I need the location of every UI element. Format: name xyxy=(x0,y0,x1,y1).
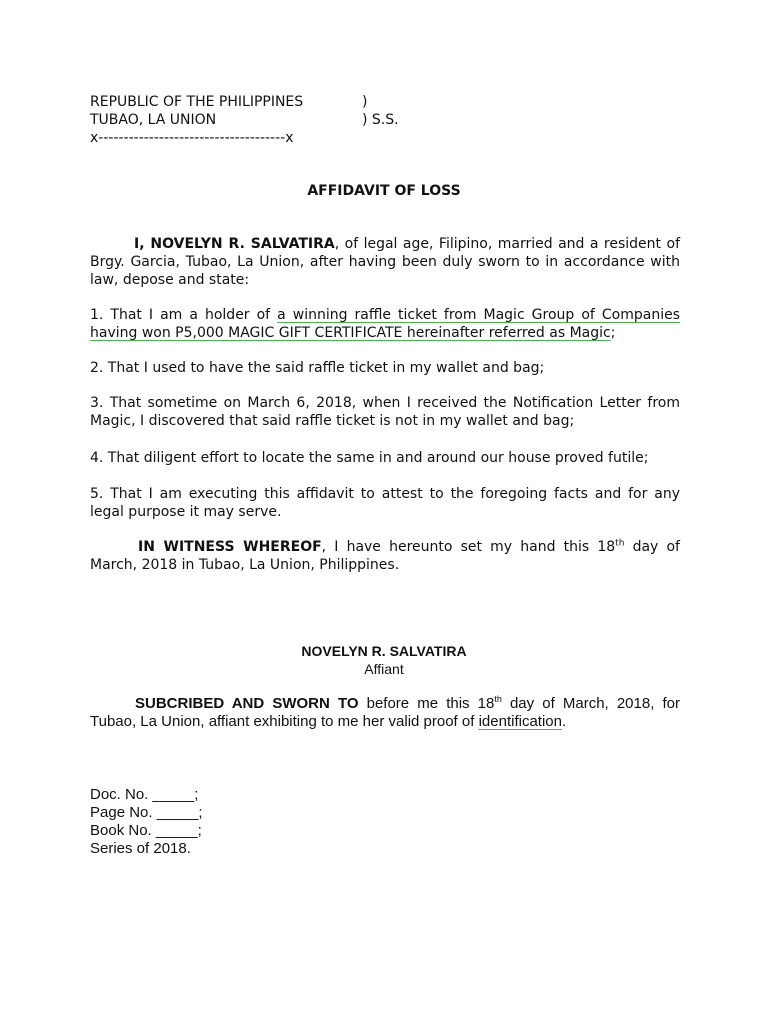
affiant-signature-name: NOVELYN R. SALVATIRA xyxy=(301,643,467,659)
item-2: 2. That I used to have the said raffle ticket in my wallet and bag; xyxy=(90,360,545,376)
jurat-sup: th xyxy=(494,694,502,704)
jurat-bold: SUBCRIBED AND SWORN TO xyxy=(135,695,359,712)
witness-sup: th xyxy=(615,538,625,549)
affiant-name-intro: I, NOVELYN R. SALVATIRA xyxy=(134,236,335,252)
item-1-suffix: ; xyxy=(610,325,616,341)
item-5: 5. That I am executing this affidavit to attest to the foregoing facts and for any legal purpose it may serve. xyxy=(90,486,680,520)
jurat-text-1: before me this 18 xyxy=(358,695,495,712)
jurat-underlined-identification: identification xyxy=(478,713,562,730)
witness-text-1: , I have hereunto set my hand this 18 xyxy=(321,539,616,555)
doc-no: Doc. No. _____; xyxy=(90,786,199,803)
intro-paragraph xyxy=(90,235,680,289)
item-1-prefix: 1. That I am a holder of xyxy=(90,307,278,323)
jurat-text-2: day of March, 2018, for Tubao, La Union, affiant exhibiting to me her valid proof of xyxy=(90,695,680,730)
item-4: 4. That diligent effort to locate the same in and around our house proved futile; xyxy=(90,450,649,466)
affiant-role: Affiant xyxy=(364,661,404,677)
header-paren-1: ) xyxy=(362,94,368,110)
header-paren-ss: ) S.S. xyxy=(362,112,399,128)
item-3: 3. That sometime on March 6, 2018, when I received the Notification Letter from Magic, I discovered that said raffle ticket is not in my wallet and bag; xyxy=(90,395,680,429)
jurat-paragraph xyxy=(90,695,680,731)
document-title: AFFIDAVIT OF LOSS xyxy=(307,183,461,199)
witness-paragraph xyxy=(90,538,680,574)
header-location: TUBAO, LA UNION xyxy=(90,112,217,128)
item-1 xyxy=(90,306,680,342)
header-separator: x-------------------------------------x xyxy=(90,130,294,146)
series: Series of 2018. xyxy=(90,840,191,857)
jurat-text-3: . xyxy=(561,713,567,730)
header-country: REPUBLIC OF THE PHILIPPINES xyxy=(90,94,304,110)
witness-bold: IN WITNESS WHEREOF xyxy=(138,539,322,555)
intro-text: , of legal age, Filipino, married and a resident of Brgy. Garcia, Tubao, La Union, after having been duly sworn to in accordance with law, depose and state: xyxy=(90,236,680,288)
witness-text-2: day of March, 2018 in Tubao, La Union, Philippines. xyxy=(90,539,680,573)
item-1-underlined: a winning raffle ticket from Magic Group of Companies having won P5,000 MAGIC GIFT CERTIFICATE hereinafter referred as Magic xyxy=(90,307,680,341)
book-no: Book No. _____; xyxy=(90,822,202,839)
page-no: Page No. _____; xyxy=(90,804,203,821)
